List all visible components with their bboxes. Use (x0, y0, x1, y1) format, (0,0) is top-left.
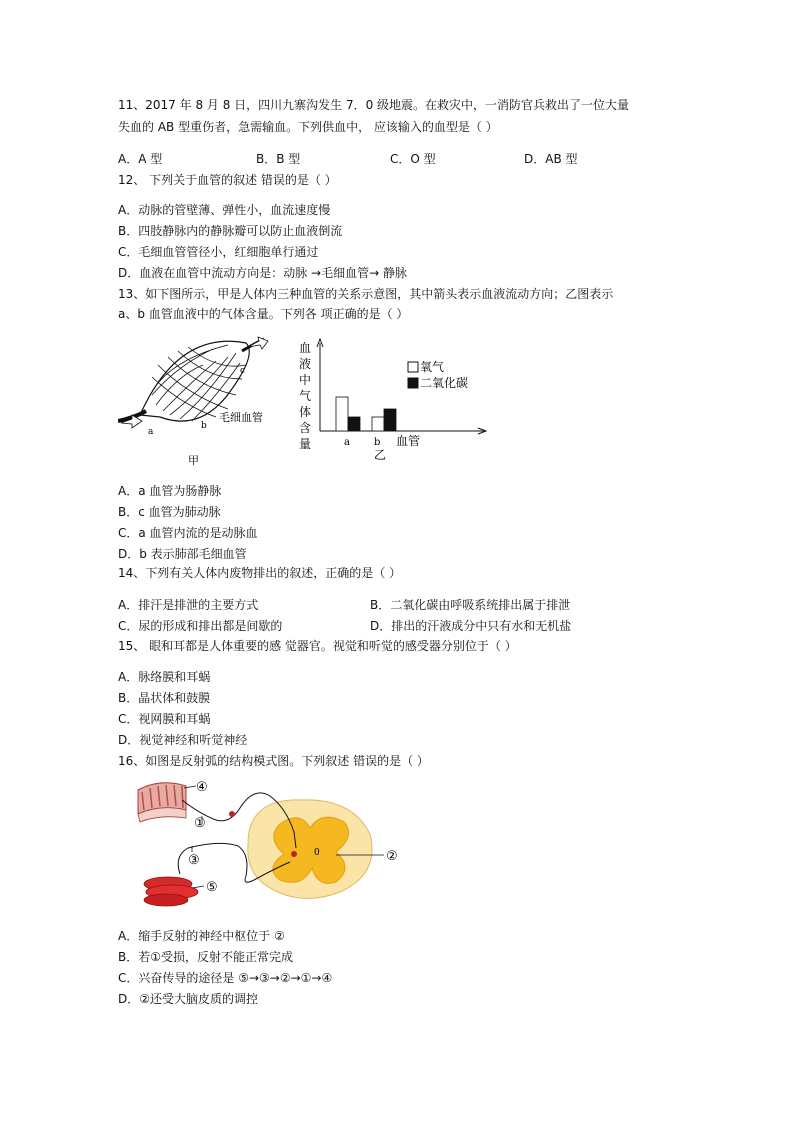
legend-oxygen: 氧气 (420, 360, 445, 374)
q16-stem: 16、如图是反射弧的结构模式图。下列叙述 错误的是（ ） (118, 754, 429, 768)
figure-yi-caption: 乙 (374, 448, 387, 462)
bar-a-oxygen (336, 397, 348, 431)
q12-option-c: C．毛细血管管径小，红细胞单行通过 (118, 245, 319, 259)
q12-option-a: A．动脉的管壁薄、弹性小，血流速度慢 (118, 203, 331, 217)
label-1: ① (194, 816, 206, 831)
label-4: ④ (196, 780, 208, 795)
label-c: c (240, 366, 246, 376)
ylabel-char: 含 (299, 421, 312, 435)
ylabel-char: 气 (299, 389, 312, 403)
spinal-cord (248, 800, 372, 899)
capillary-label: 毛细血管 (219, 411, 263, 424)
q13-line1: 13、如下图所示，甲是人体内三种血管的关系示意图，其中箭头表示血液流动方向；乙图表示 (118, 287, 614, 301)
q12-option-b: B．四肢静脉内的静脉瓣可以防止血液倒流 (118, 224, 343, 238)
ylabel-char: 体 (299, 405, 312, 419)
central-canal: 0 (314, 848, 320, 858)
figure-jia-caption: 甲 (188, 454, 199, 467)
q15-option-a: A．脉络膜和耳蜗 (118, 670, 211, 684)
legend-swatch-co2 (408, 378, 418, 388)
q12-option-d: D．血液在血管中流动方向是：动脉 →毛细血管→ 静脉 (118, 266, 407, 280)
capillary-cross-lines (152, 347, 246, 417)
q16-option-d: D．②还受大脑皮质的调控 (118, 992, 258, 1006)
q16-option-b: B．若①受损，反射不能正常完成 (118, 950, 293, 964)
q11-line2: 失血的 AB 型重伤者，急需输血。下列供血中， 应该输入的血型是（ ） (118, 120, 498, 134)
q16-option-c: C．兴奋传导的途径是 ⑤→③→②→①→④ (118, 971, 333, 985)
muscle-effector (144, 877, 198, 906)
q11-option-d: D．AB 型 (524, 152, 578, 166)
q14-option-a: A．排汗是排泄的主要方式 (118, 598, 259, 612)
label-b: b (201, 421, 207, 431)
ylabel-char: 中 (299, 373, 312, 387)
x-tick-a: a (344, 437, 350, 448)
ylabel-char: 液 (299, 357, 312, 371)
q13-option-c: C．a 血管内流的是动脉血 (118, 526, 258, 540)
ganglion (229, 811, 235, 817)
label-a: a (148, 427, 154, 437)
q15-option-d: D．视觉神经和听觉神经 (118, 733, 248, 747)
reflex-arc-diagram (130, 776, 420, 914)
y-axis-label (299, 341, 311, 451)
bar-a-co2 (348, 417, 360, 431)
bar-b-co2 (384, 409, 396, 431)
q11-line1: 11、2017 年 8 月 8 日，四川九寨沟发生 7．0 级地震。在救灾中，一消防官兵救出了一位大量 (118, 98, 630, 112)
legend-swatch-oxygen (408, 362, 418, 372)
gas-content-chart (296, 335, 496, 465)
q14-option-d: D．排出的汗液成分中只有水和无机盐 (370, 619, 572, 633)
x-axis-label: 血管 (396, 434, 421, 448)
q13-line2: a、b 血管血液中的气体含量。下列各 项正确的是（ ） (118, 307, 409, 321)
skin-receptor (138, 783, 186, 822)
label-2: ② (386, 849, 398, 864)
legend-co2: 二氧化碳 (420, 376, 469, 390)
label-5: ⑤ (206, 880, 218, 895)
q13-option-a: A．a 血管为肠静脉 (118, 484, 222, 498)
q16-option-a: A．缩手反射的神经中枢位于 ② (118, 929, 285, 943)
ylabel-char: 量 (299, 437, 312, 451)
q15-option-b: B．晶状体和鼓膜 (118, 691, 211, 705)
q11-option-b: B．B 型 (256, 152, 301, 166)
ylabel-char: 血 (299, 341, 312, 355)
q15-option-c: C．视网膜和耳蜗 (118, 712, 211, 726)
blood-vessel-diagram (118, 335, 283, 470)
q14-option-c: C．尿的形成和排出都是间歇的 (118, 619, 283, 633)
q14-stem: 14、下列有关人体内废物排出的叙述，正确的是（ ） (118, 566, 402, 580)
capillary-lines (152, 345, 240, 421)
q15-stem: 15、 眼和耳都是人体重要的感 觉器官。视觉和听觉的感受器分别位于（ ） (118, 639, 517, 653)
interneuron (291, 851, 297, 857)
label-3: ③ (188, 853, 200, 868)
q12-stem: 12、 下列关于血管的叙述 错误的是（ ） (118, 173, 337, 187)
q11-option-a: A．A 型 (118, 152, 163, 166)
q13-option-b: B．c 血管为肺动脉 (118, 505, 221, 519)
x-tick-b: b (374, 437, 381, 448)
q14-option-b: B．二氧化碳由呼吸系统排出属于排泄 (370, 598, 571, 612)
q13-option-d: D．b 表示肺部毛细血管 (118, 547, 247, 561)
bar-b-oxygen (372, 417, 384, 431)
q11-option-c: C．O 型 (390, 152, 436, 166)
